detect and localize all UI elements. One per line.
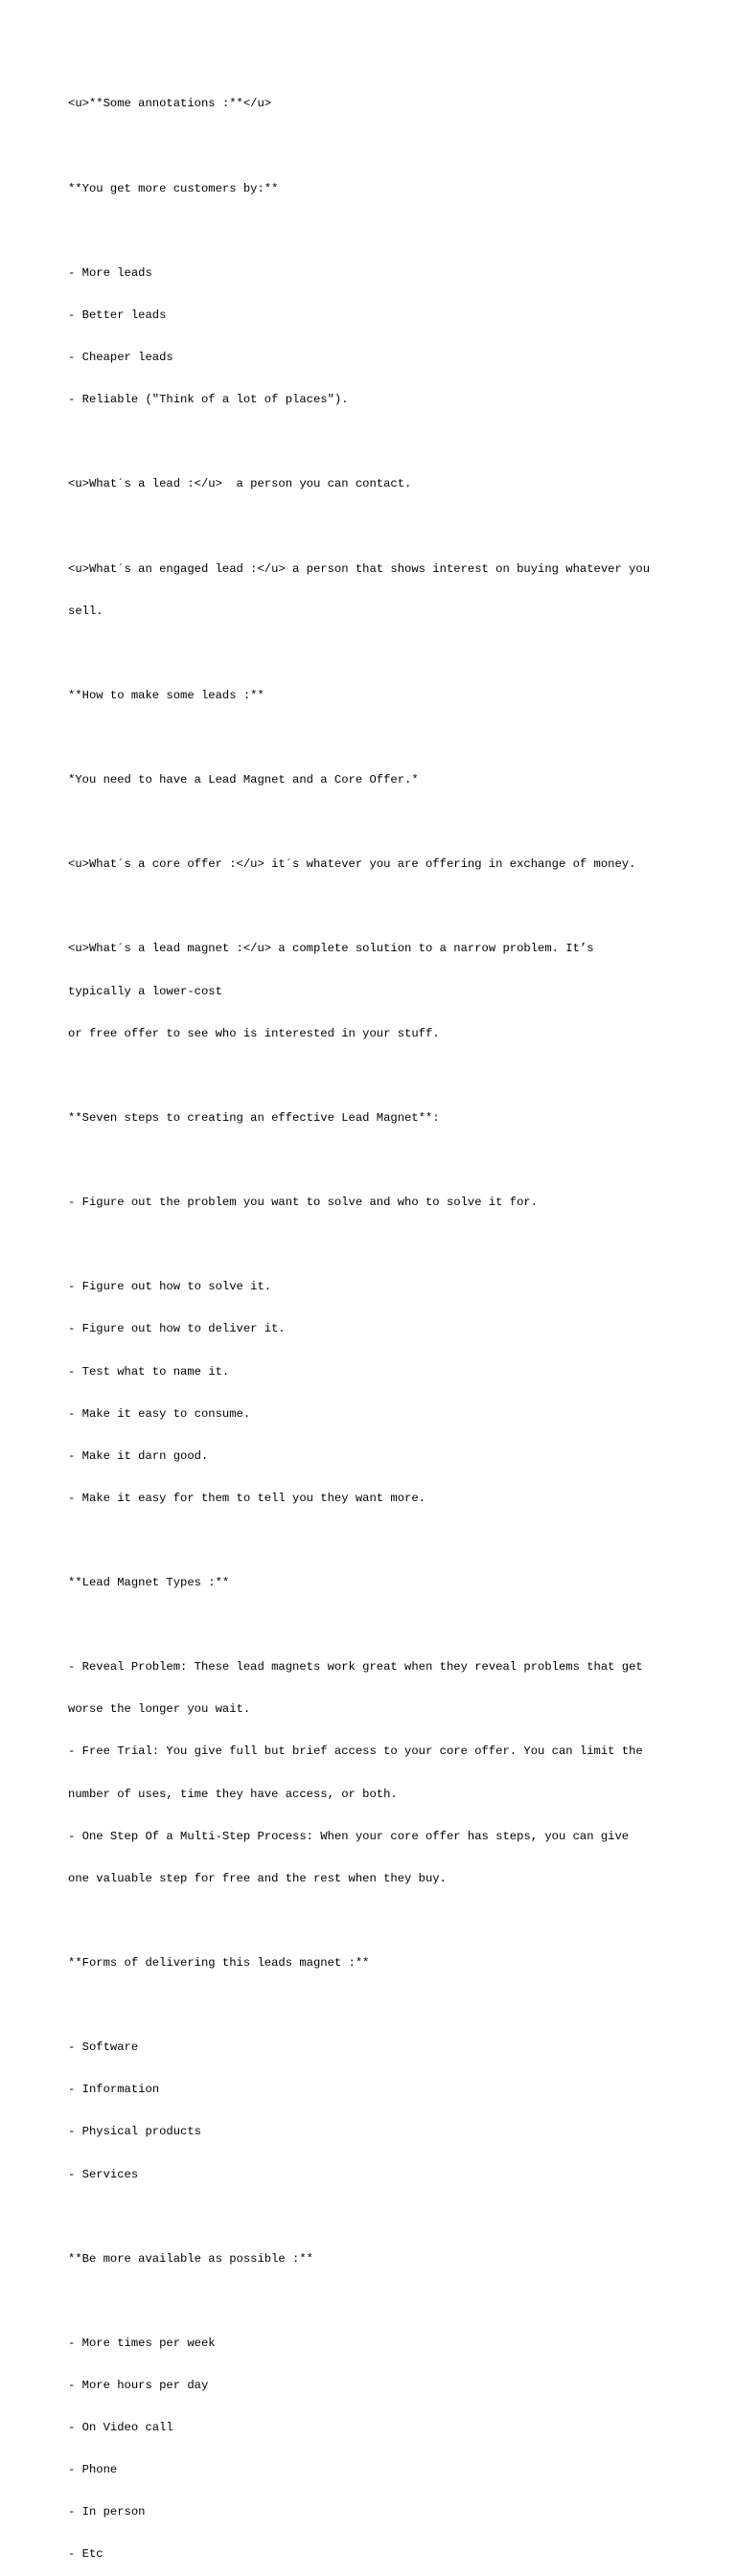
text-line: **Forms of delivering this leads magnet :** bbox=[68, 1956, 370, 1970]
text-line: <u>What´s a core offer :</u> it´s whatever you are offering in exchange of money. bbox=[68, 857, 636, 872]
list-item: - Etc bbox=[68, 2547, 104, 2562]
document-page bbox=[68, 69, 681, 2576]
text-line: **Be more available as possible :** bbox=[68, 2251, 313, 2266]
text-line: one valuable step for free and the rest when they buy. bbox=[68, 1871, 447, 1885]
text-line: <u>What´s a lead magnet :</u> a complete solution to a narrow problem. It’s bbox=[68, 942, 594, 956]
blank-line bbox=[68, 647, 681, 661]
list-item: - Cheaper leads bbox=[68, 351, 173, 365]
blank-line bbox=[68, 519, 681, 534]
text-line: or free offer to see who is interested in your stuff. bbox=[68, 1026, 440, 1040]
list-item: - More times per week bbox=[68, 2336, 216, 2350]
list-item: - Information bbox=[68, 2083, 160, 2097]
text-line: **You get more customers by:** bbox=[68, 181, 279, 195]
list-item: - Reliable ("Think of a lot of places"). bbox=[68, 393, 349, 407]
text-line: sell. bbox=[68, 604, 104, 618]
list-item: - Services bbox=[68, 2167, 139, 2181]
text-line: **How to make some leads :** bbox=[68, 688, 264, 702]
list-item: - Phone bbox=[68, 2463, 118, 2477]
text-line: **Lead Magnet Types :** bbox=[68, 1576, 230, 1590]
blank-line bbox=[68, 900, 681, 914]
text-line: <u>What´s a lead :</u> a person you can contact. bbox=[68, 477, 412, 491]
text-line: number of uses, time they have access, or both. bbox=[68, 1787, 398, 1801]
list-item: - Test what to name it. bbox=[68, 1364, 230, 1379]
text-line: *You need to have a Lead Magnet and a Core Offer.* bbox=[68, 773, 419, 787]
list-item: - On Video call bbox=[68, 2421, 173, 2435]
blank-line bbox=[68, 1618, 681, 1632]
list-item: - Make it darn good. bbox=[68, 1448, 209, 1463]
list-item: - Figure out the problem you want to solve and who to solve it for. bbox=[68, 1196, 539, 1210]
blank-line bbox=[68, 2294, 681, 2309]
blank-line bbox=[68, 1534, 681, 1548]
blank-line bbox=[68, 140, 681, 154]
list-item: - In person bbox=[68, 2505, 146, 2519]
blank-line bbox=[68, 731, 681, 745]
list-item: - Physical products bbox=[68, 2125, 201, 2139]
list-item: - Reveal Problem: These lead magnets work great when they reveal problems that get bbox=[68, 1660, 643, 1675]
list-item: - Better leads bbox=[68, 308, 167, 322]
blank-line bbox=[68, 224, 681, 239]
list-item: - Free Trial: You give full but brief access to your core offer. You can limit the bbox=[68, 1744, 643, 1759]
text-line: <u>What´s an engaged lead :</u> a person that shows interest on buying whatever you bbox=[68, 561, 651, 576]
list-item: - Figure out how to solve it. bbox=[68, 1280, 272, 1294]
text-line: <u>**Some annotations :**</u> bbox=[68, 97, 272, 111]
blank-line bbox=[68, 2210, 681, 2224]
list-item: - More leads bbox=[68, 265, 152, 280]
blank-line bbox=[68, 815, 681, 830]
list-item: - Make it easy for them to tell you they want more. bbox=[68, 1491, 426, 1505]
blank-line bbox=[68, 435, 681, 449]
list-item: - More hours per day bbox=[68, 2379, 209, 2393]
blank-line bbox=[68, 1238, 681, 1252]
list-item: - Software bbox=[68, 2040, 139, 2055]
list-item: - Make it easy to consume. bbox=[68, 1406, 251, 1421]
list-item: - One Step Of a Multi-Step Process: When your core offer has steps, you can give bbox=[68, 1829, 630, 1843]
blank-line bbox=[68, 1914, 681, 1928]
text-line: worse the longer you wait. bbox=[68, 1702, 251, 1717]
list-item: - Figure out how to deliver it. bbox=[68, 1322, 286, 1336]
text-line: typically a lower-cost bbox=[68, 984, 222, 998]
blank-line bbox=[68, 1153, 681, 1168]
blank-line bbox=[68, 1069, 681, 1083]
text-line: **Seven steps to creating an effective Lead Magnet**: bbox=[68, 1110, 440, 1125]
blank-line bbox=[68, 1998, 681, 2013]
